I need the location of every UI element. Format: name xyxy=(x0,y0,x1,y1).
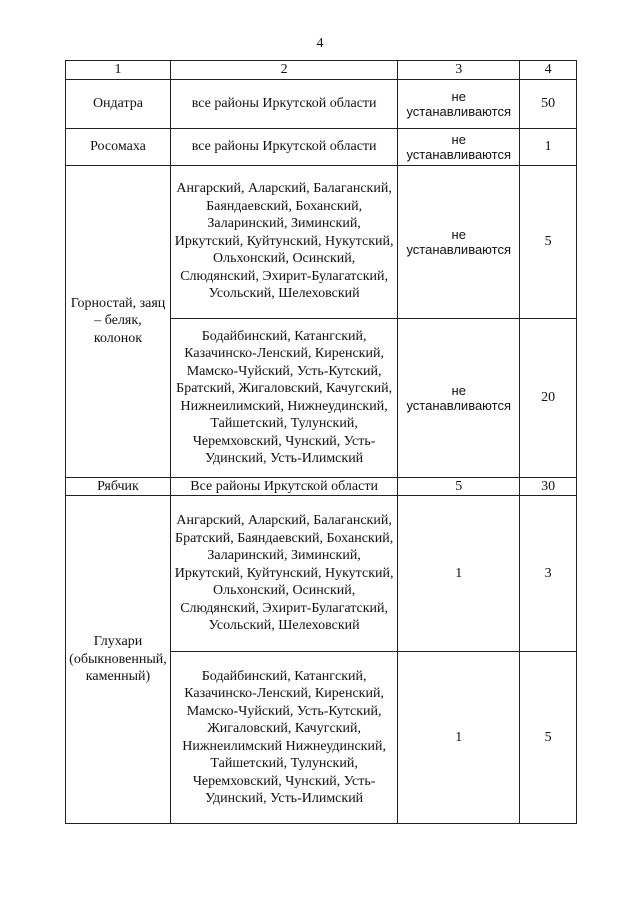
column-3-cell: не устанавливаются xyxy=(398,318,520,477)
column-3-cell: 1 xyxy=(398,496,520,652)
districts-cell: Ангарский, Аларский, Балаганский, Баяндаевский, Боханский, Заларинский, Зиминский, Иркутский, Куйтунский, Нукутский, Ольхонский, Осинский, Слюдянский, Эхирит-Булагатский, Усольский, Шелеховский xyxy=(170,165,397,318)
species-cell: Рябчик xyxy=(66,477,171,496)
species-cell: Ондатра xyxy=(66,79,171,128)
header-col-3: 3 xyxy=(398,61,520,80)
table-header-row xyxy=(66,61,577,80)
column-4-cell: 50 xyxy=(520,79,577,128)
table-row xyxy=(66,165,577,318)
districts-cell: Бодайбинский, Катангский, Казачинско-Ленский, Киренский, Мамско-Чуйский, Усть-Кутский, Жигаловский, Качугский, Нижнеилимский Нижнеудинский, Тайшетский, Тулунский, Черемховский, Чунский, Усть-Удинский, Усть-Илимский xyxy=(170,652,397,824)
column-3-cell: не устанавливаются xyxy=(398,128,520,165)
column-4-cell: 3 xyxy=(520,496,577,652)
districts-cell: Бодайбинский, Катангский, Казачинско-Ленский, Киренский, Мамско-Чуйский, Усть-Кутский, Братский, Жигаловский, Качугский, Нижнеилимский, Нижнеудинский, Тайшетский, Тулунский, Черемховский, Чунский, Усть-Удинский, Усть-Илимский xyxy=(170,318,397,477)
column-4-cell: 5 xyxy=(520,652,577,824)
page-number: 4 xyxy=(316,36,324,51)
hunting-limits-table xyxy=(65,60,577,824)
column-4-cell: 1 xyxy=(520,128,577,165)
column-4-cell: 5 xyxy=(520,165,577,318)
header-col-2: 2 xyxy=(170,61,397,80)
header-col-1: 1 xyxy=(66,61,171,80)
header-col-4: 4 xyxy=(520,61,577,80)
districts-cell: все районы Иркутской области xyxy=(170,128,397,165)
districts-cell: все районы Иркутской области xyxy=(170,79,397,128)
column-3-cell: 1 xyxy=(398,652,520,824)
column-3-cell: 5 xyxy=(398,477,520,496)
species-cell: Горностай, заяц – беляк, колонок xyxy=(66,165,171,477)
species-cell: Глухари (обыкновенный, каменный) xyxy=(66,496,171,824)
column-4-cell: 20 xyxy=(520,318,577,477)
table-row xyxy=(66,477,577,496)
column-3-cell: не устанавливаются xyxy=(398,165,520,318)
column-4-cell: 30 xyxy=(520,477,577,496)
table-row xyxy=(66,496,577,652)
column-3-cell: не устанавливаются xyxy=(398,79,520,128)
table-row xyxy=(66,128,577,165)
districts-cell: Все районы Иркутской области xyxy=(170,477,397,496)
species-cell: Росомаха xyxy=(66,128,171,165)
districts-cell: Ангарский, Аларский, Балаганский, Братский, Баяндаевский, Боханский, Заларинский, Зиминский, Иркутский, Куйтунский, Нукутский, Ольхонский, Осинский, Слюдянский, Эхирит-Булагатский, Усольский, Шелеховский xyxy=(170,496,397,652)
table-row xyxy=(66,79,577,128)
